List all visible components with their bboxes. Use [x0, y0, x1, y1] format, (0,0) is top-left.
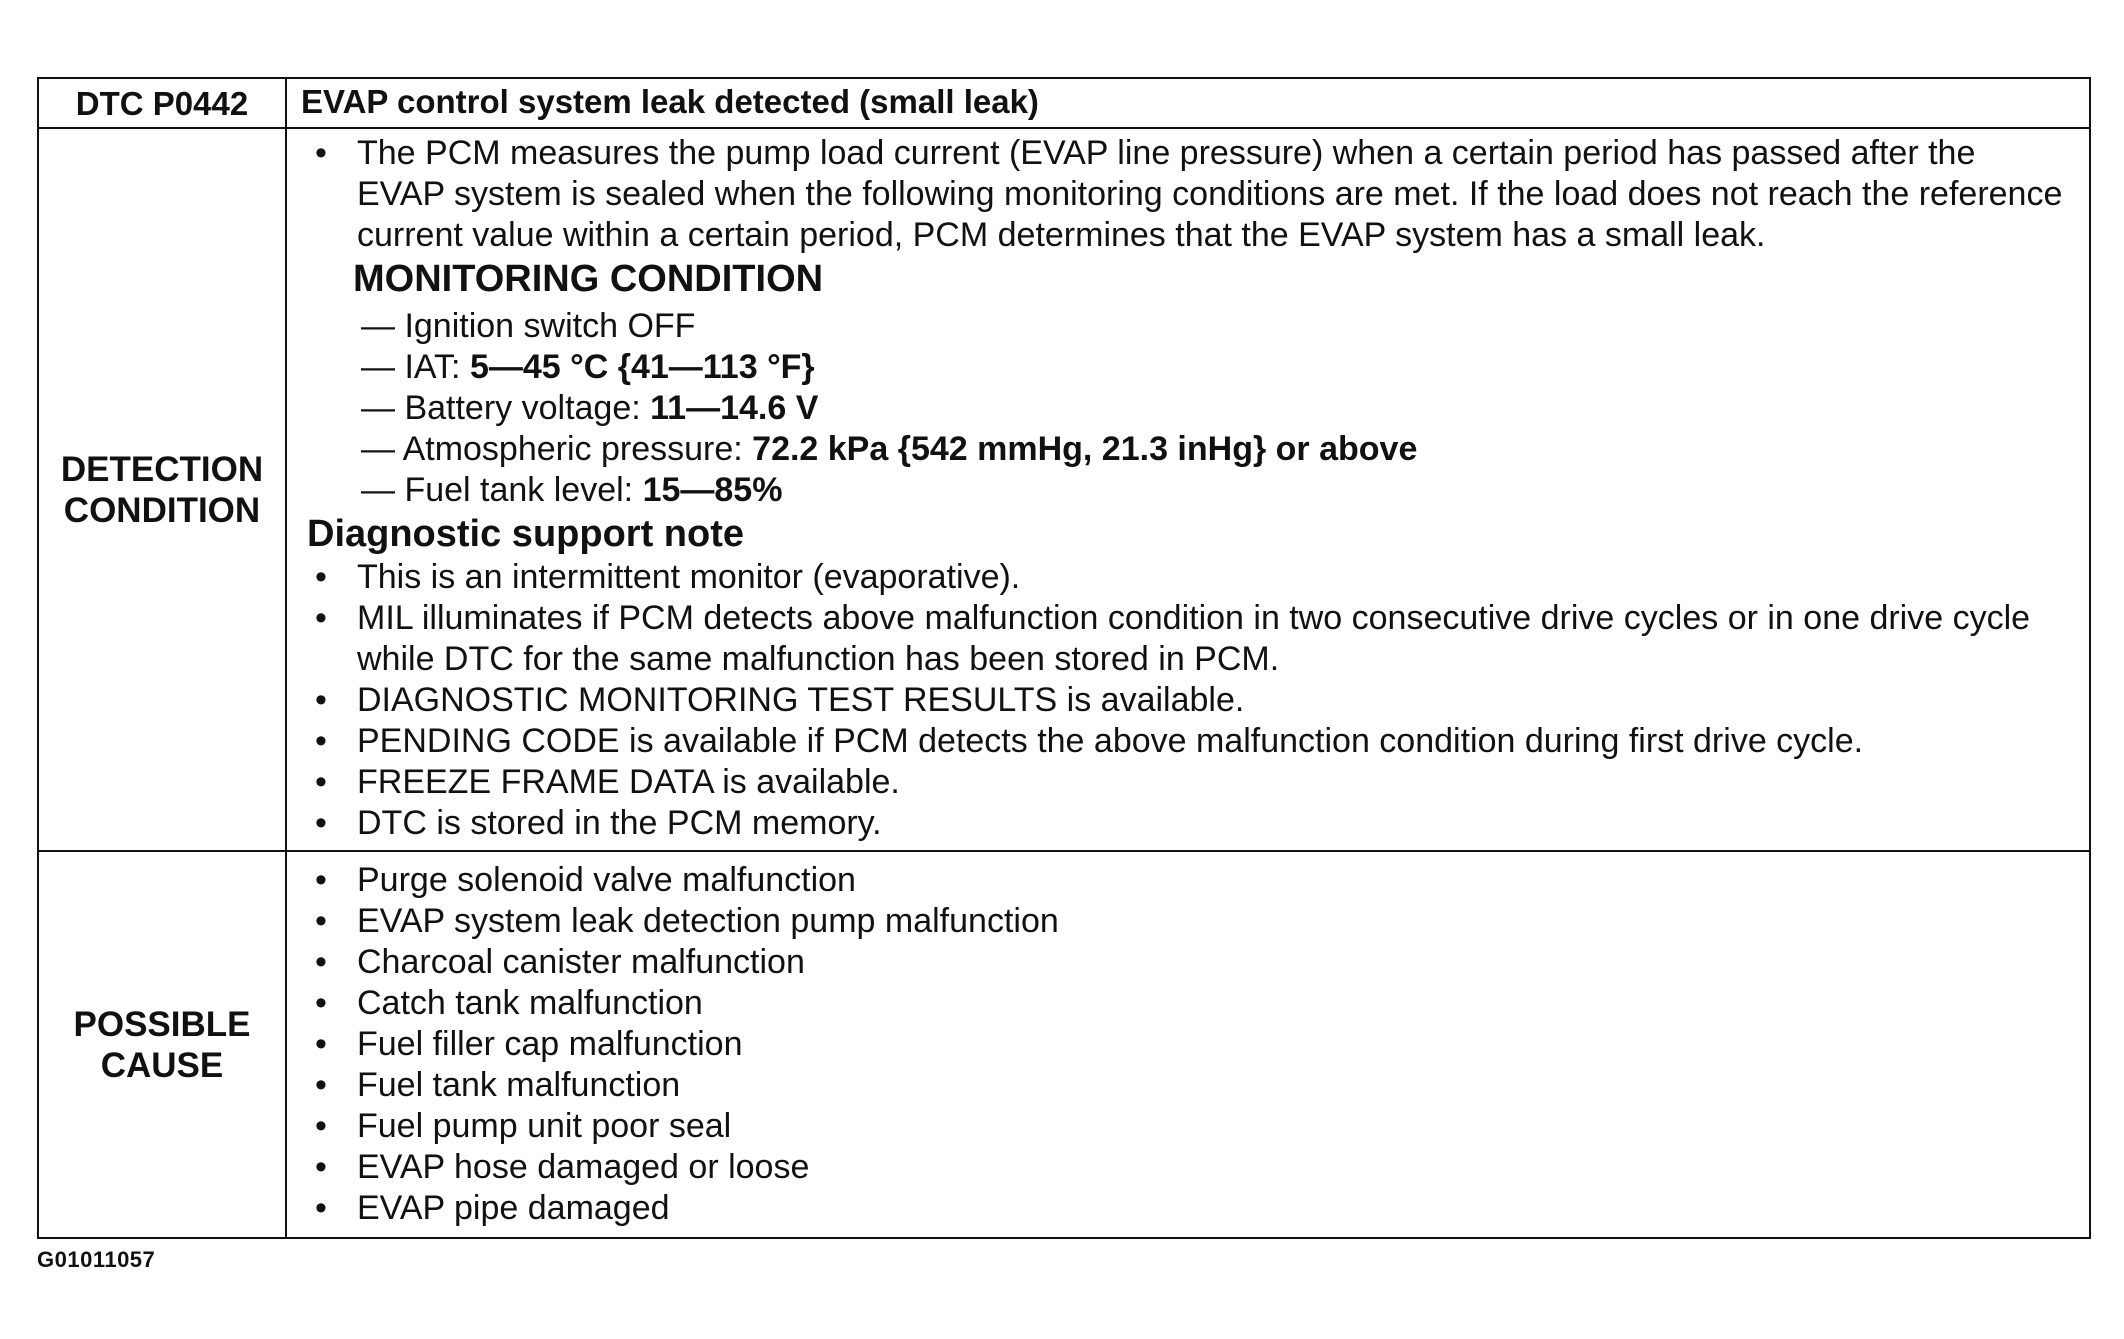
note-item: • PENDING CODE is available if PCM detects the above malfunction condition during first drive cycle. [307, 721, 2069, 762]
note-item: • This is an intermittent monitor (evaporative). [307, 557, 2069, 598]
condition-item [361, 429, 2069, 470]
note-item: • FREEZE FRAME DATA is available. [307, 762, 2069, 803]
possible-cause-row [38, 851, 2090, 1238]
condition-value: 15—85% [642, 471, 783, 509]
condition-value: 11—14.6 V [650, 389, 819, 427]
possible-cause-label-line2: CAUSE [100, 1045, 224, 1085]
cause-item: • EVAP pipe damaged [307, 1188, 2069, 1229]
cause-item: • Charcoal canister malfunction [307, 942, 2069, 983]
condition-label: — Ignition switch OFF [361, 307, 696, 345]
cause-item: • Catch tank malfunction [307, 983, 2069, 1024]
condition-item [361, 306, 2069, 347]
detection-row [38, 128, 2090, 851]
detection-intro-list [307, 133, 2069, 256]
cause-item: • EVAP hose damaged or loose [307, 1147, 2069, 1188]
possible-cause-label-cell [38, 851, 286, 1238]
note-item: • MIL illuminates if PCM detects above malfunction condition in two consecutive drive cycles or in one drive cycle while DTC for the same malfunction has been stored in PCM. [307, 598, 2069, 680]
possible-cause-label-line1: POSSIBLE [73, 1004, 251, 1044]
cause-item: • Fuel filler cap malfunction [307, 1024, 2069, 1065]
condition-label: — IAT: [361, 348, 470, 386]
condition-item [361, 388, 2069, 429]
possible-cause-list [307, 860, 2069, 1229]
condition-label: — Atmospheric pressure: [361, 430, 753, 468]
dtc-code: DTC P0442 [75, 84, 249, 122]
monitoring-heading: MONITORING CONDITION [353, 258, 824, 300]
header-row [38, 78, 2090, 128]
dtc-table [37, 77, 2091, 1239]
dtc-title: EVAP control system leak detected (small leak) [301, 83, 1039, 120]
cause-item: • EVAP system leak detection pump malfunction [307, 901, 2069, 942]
cause-item: • Fuel tank malfunction [307, 1065, 2069, 1106]
possible-cause-content [286, 851, 2090, 1238]
dtc-code-cell [38, 78, 286, 128]
cause-item: • Purge solenoid valve malfunction [307, 860, 2069, 901]
dtc-title-cell [286, 78, 2090, 128]
condition-item [361, 470, 2069, 511]
cause-item: • Fuel pump unit poor seal [307, 1106, 2069, 1147]
condition-label: — Battery voltage: [361, 389, 651, 427]
note-item: • DTC is stored in the PCM memory. [307, 803, 2069, 844]
condition-value: 72.2 kPa {542 mmHg, 21.3 inHg} or above [752, 430, 1418, 468]
figure-code: G01011057 [37, 1247, 156, 1272]
note-item: • DIAGNOSTIC MONITORING TEST RESULTS is available. [307, 680, 2069, 721]
diagnostic-heading: Diagnostic support note [307, 513, 744, 555]
detection-label-line2: CONDITION [63, 490, 261, 530]
detection-intro: • The PCM measures the pump load current (EVAP line pressure) when a certain period has passed after the EVAP system is sealed when the following monitoring conditions are met. If the load does not reach the reference current value within a certain period, PCM determines that the EVAP system has a small leak. [307, 133, 2069, 256]
diagnostic-notes [307, 557, 2069, 844]
condition-item [361, 347, 2069, 388]
condition-value: 5—45 °C {41—113 °F} [469, 348, 815, 386]
detection-content [286, 128, 2090, 851]
condition-label: — Fuel tank level: [361, 471, 643, 509]
detection-label-cell [38, 128, 286, 851]
detection-label-line1: DETECTION [60, 449, 264, 489]
monitoring-conditions [307, 306, 2069, 511]
